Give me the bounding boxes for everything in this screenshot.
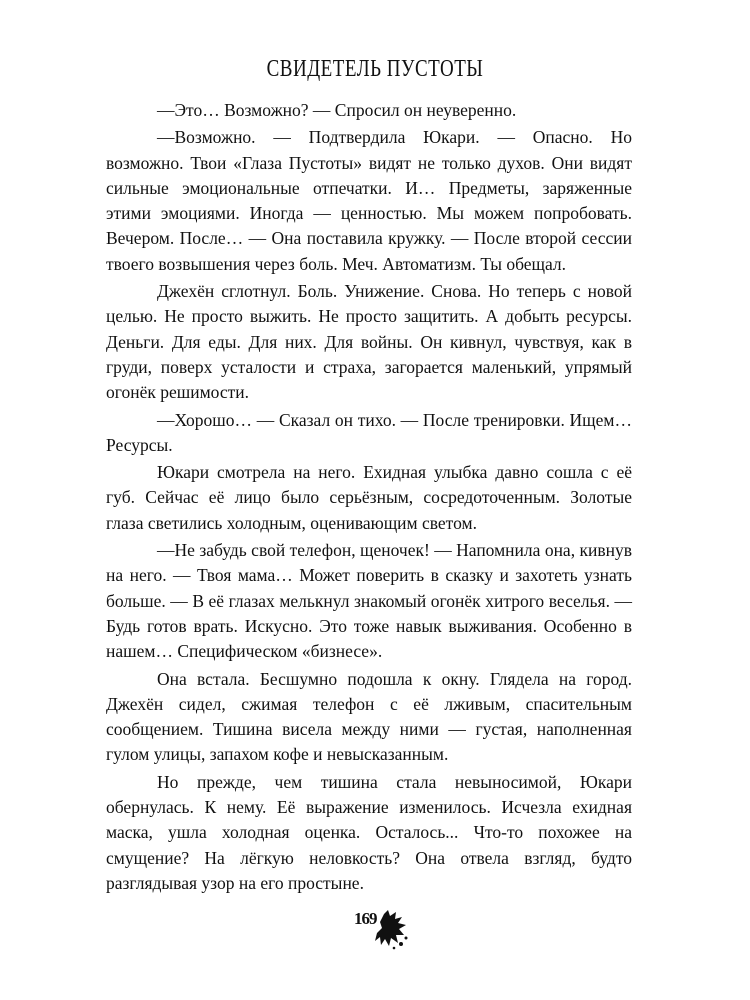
paragraph: —Это… Возможно? — Спросил он неуверенно. xyxy=(157,100,517,120)
paragraph: —Не забудь свой телефон, щеночек! — Напомнила она, кивнув на него. — Твоя мама… Может поверить в сказку и захотеть узнать больше. — В её глазах мелькнул знакомый огонёк хитрого веселья. — Будь готов врать. Искусно. Это тоже навык выживания. Особенно в нашем… Специфическом «бизнесе». xyxy=(106,540,632,662)
paragraph: —Хорошо… — Сказал он тихо. — После тренировки. Ищем… Ресурсы. xyxy=(106,409,632,455)
page-number: 169 xyxy=(354,909,377,928)
paragraph: Джехён сглотнул. Боль. Унижение. Снова. Но теперь с новой целью. Не просто выжить. Не просто защитить. А добыть ресурсы. Деньги. Для еды. Для них. Для войны. Он кивнул, чувствуя, как в груди, поверх усталости и страха, загорается маленький, упрямый огонёк решимости. xyxy=(106,281,632,403)
body-text xyxy=(106,98,632,898)
paragraph: Она встала. Бесшумно подошла к окну. Глядела на город. Джехён сидел, сжимая телефон с её лживым, спасительным сообщением. Тишина висела между ними — густая, наполненная гулом улицы, запахом кофе и невысказанным. xyxy=(106,668,632,765)
paragraph: Но прежде, чем тишина стала невыносимой, Юкари обернулась. К нему. Её выражение изменилось. Исчезла ехидная маска, ушла холодная оценка. Осталось... Что-то похожее на смущение? На лёгкую неловкость? Она отвела взгляд, будто разглядывая узор на его простыне. xyxy=(106,771,632,893)
paragraph: Юкари смотрела на него. Ехидная улыбка давно сошла с её губ. Сейчас её лицо было серьёзным, сосредоточенным. Золотые глаза светились холодным, оценивающим светом. xyxy=(106,462,632,533)
running-head: СВИДЕТЕЛЬ ПУСТОТЫ xyxy=(266,56,484,83)
page-number-block xyxy=(346,908,412,950)
paragraph: —Возможно. — Подтвердила Юкари. — Опасно. Но возможно. Твои «Глаза Пустоты» видят не только духов. Они видят сильные эмоциональные отпечатки. И… Предметы, заряженные этими эмоциями. Иногда — ценностью. Мы можем попробовать. Вечером. После… — Она поставила кружку. — После второй сессии твоего возвышения через боль. Меч. Автоматизм. Ты обещал. xyxy=(106,127,632,274)
